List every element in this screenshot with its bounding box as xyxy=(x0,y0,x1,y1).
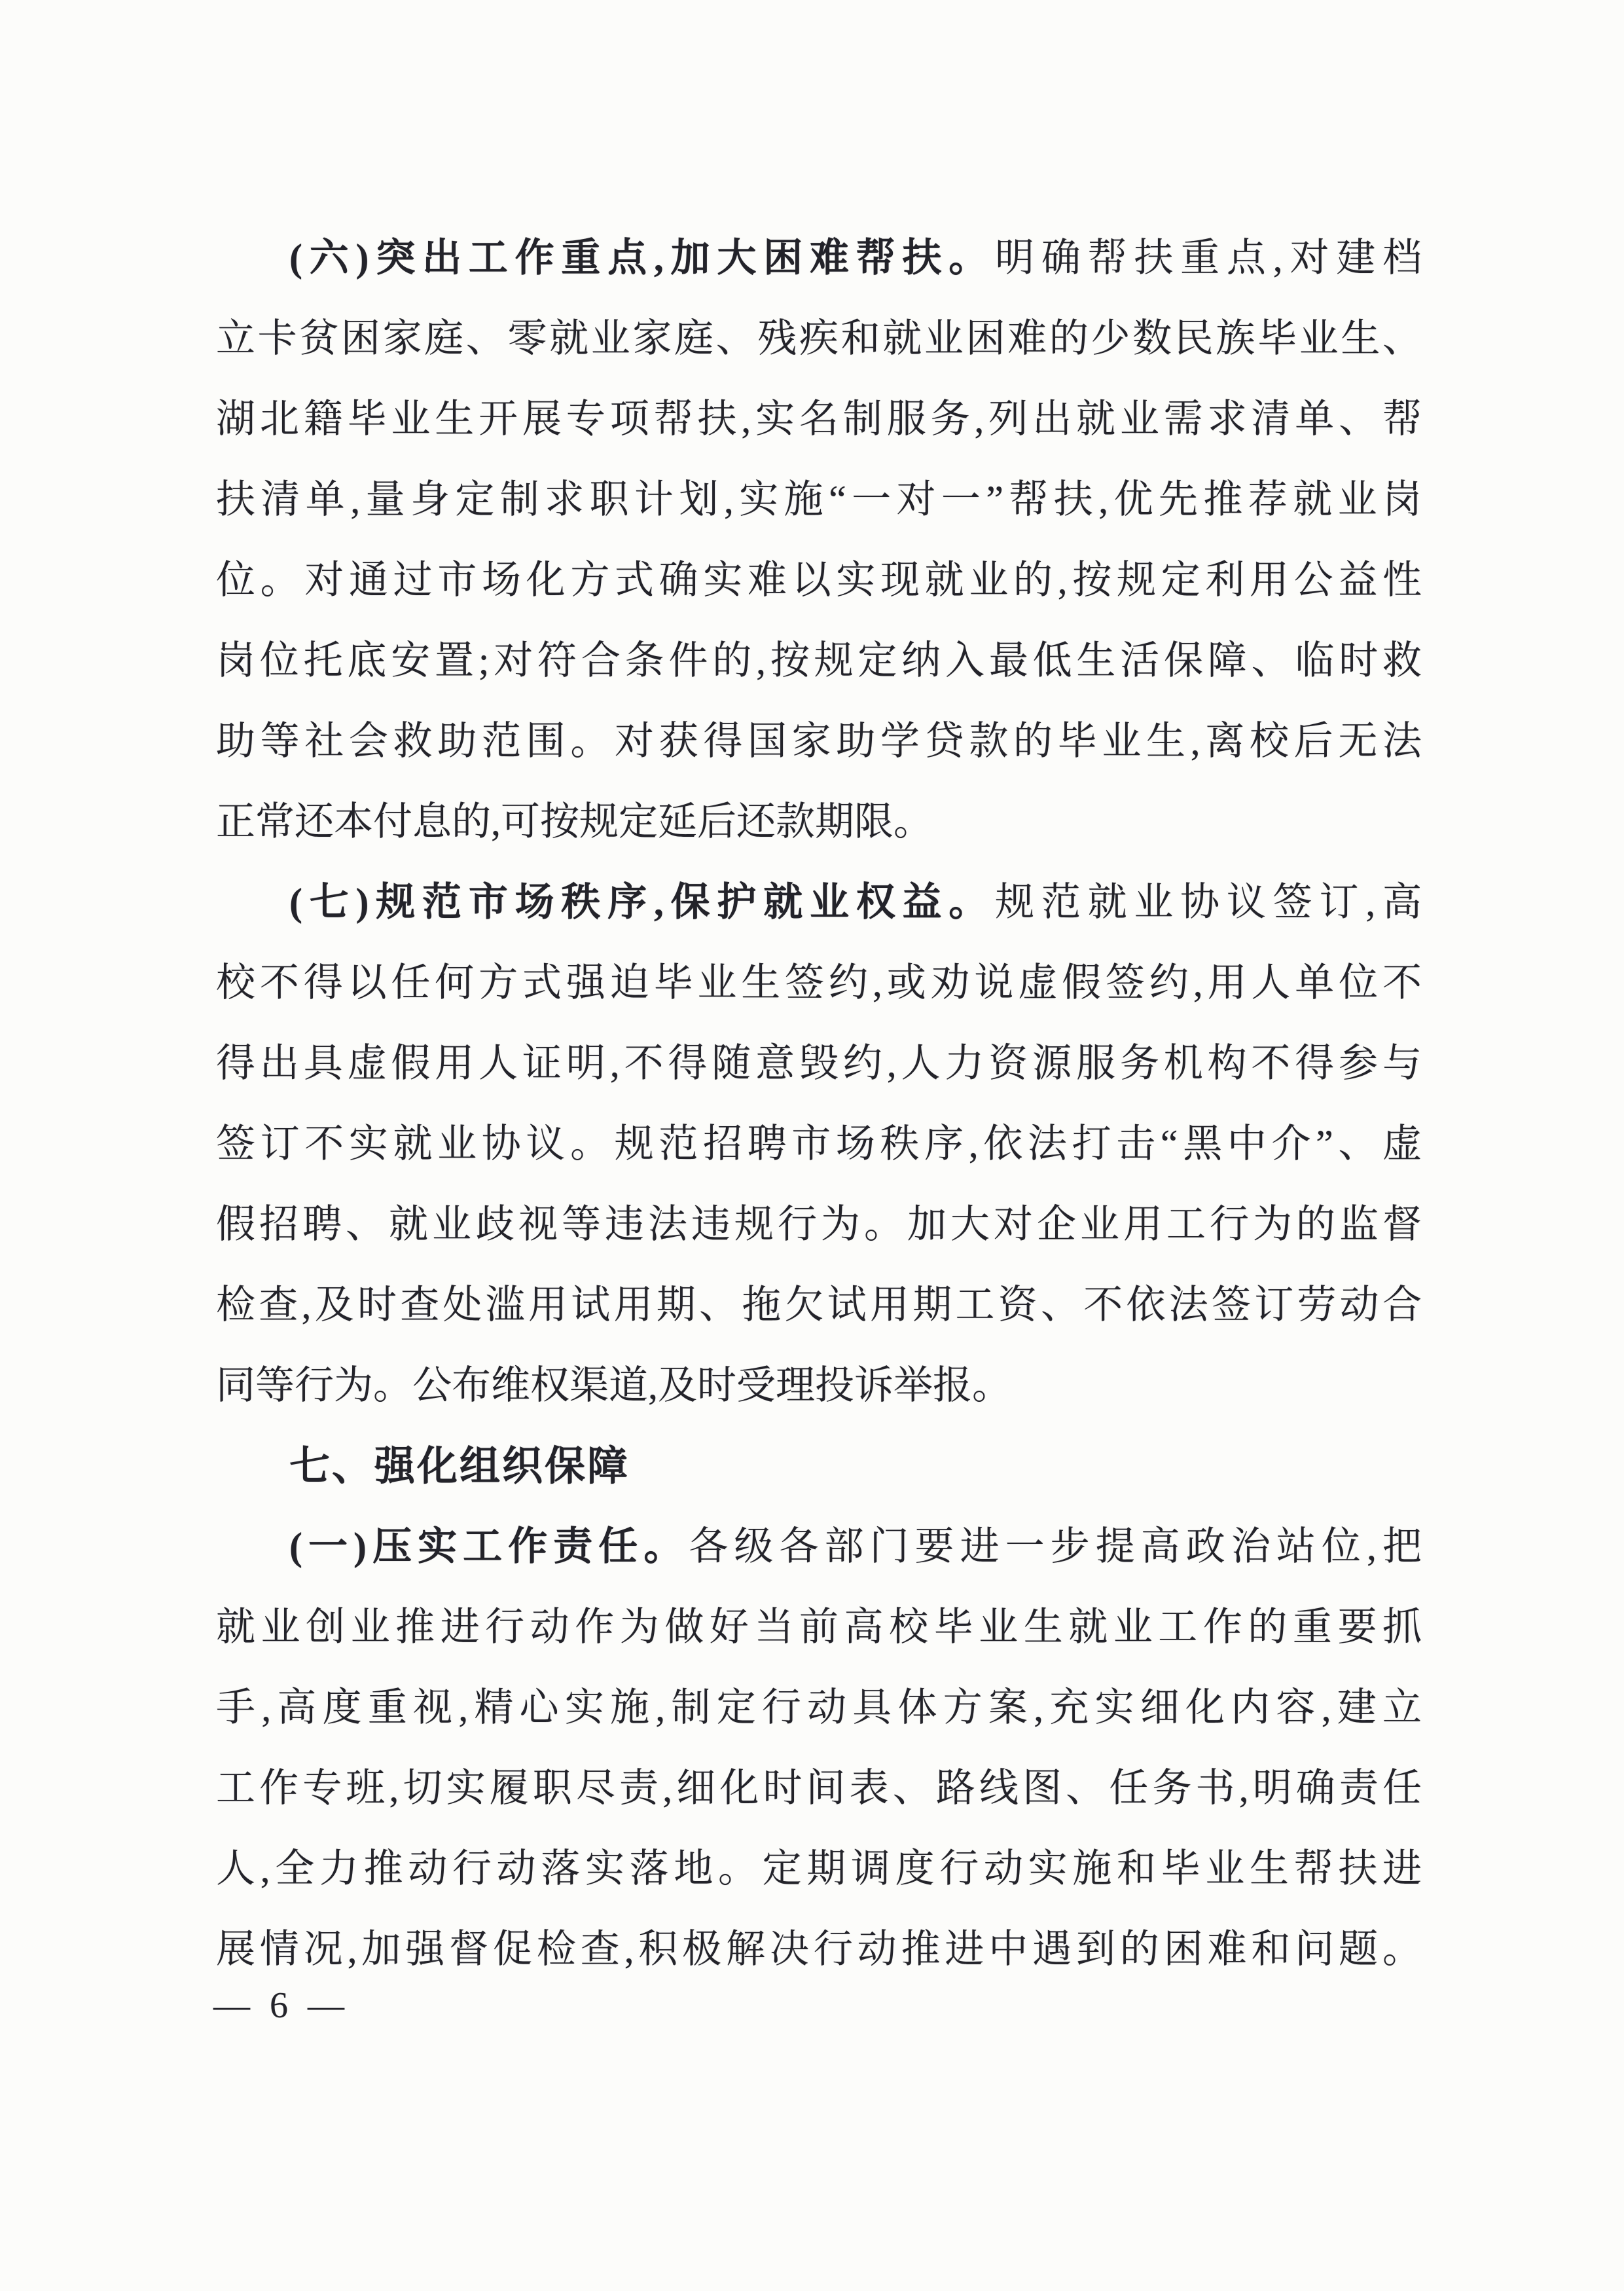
text-line xyxy=(216,1909,1422,1990)
text-line xyxy=(216,1023,1422,1104)
line-text: 手,高度重视,精心实施,制定行动具体方案,充实细化内容,建立 xyxy=(216,1686,1422,1729)
text-line xyxy=(216,460,1422,540)
line-text: 扶清单,量身定制求职计划,实施“一对一”帮扶,优先推荐就业岗 xyxy=(216,478,1422,521)
text-line xyxy=(216,1346,1422,1426)
text-line xyxy=(216,782,1422,862)
text-line xyxy=(216,379,1422,460)
line-text: 立卡贫困家庭、零就业家庭、残疾和就业困难的少数民族毕业生、 xyxy=(216,317,1422,360)
text-line xyxy=(216,299,1422,379)
line-text: 工作专班,切实履职尽责,细化时间表、路线图、任务书,明确责任 xyxy=(216,1767,1422,1810)
text-line xyxy=(216,943,1422,1023)
page-number: — 6 — xyxy=(213,1985,350,2026)
bold-lead-text: (七)规范市场秩序,保护就业权益。 xyxy=(289,881,996,924)
line-text: 位。对通过市场化方式确实难以实现就业的,按规定利用公益性 xyxy=(216,559,1422,602)
line-text: 人,全力推动行动落实落地。定期调度行动实施和毕业生帮扶进 xyxy=(216,1847,1422,1890)
bold-lead-text: (一)压实工作责任。 xyxy=(289,1525,689,1568)
line-text: 明确帮扶重点,对建档 xyxy=(995,236,1422,280)
line-text: 岗位托底安置;对符合条件的,按规定纳入最低生活保障、临时救 xyxy=(216,639,1422,682)
line-text: 签订不实就业协议。规范招聘市场秩序,依法打击“黑中介”、虚 xyxy=(216,1122,1422,1165)
text-line xyxy=(216,1507,1422,1587)
text-line xyxy=(216,1748,1422,1829)
bold-lead-text: (六)突出工作重点,加大困难帮扶。 xyxy=(289,236,996,280)
line-text: 规范就业协议签订,高 xyxy=(995,881,1422,924)
line-text: 校不得以任何方式强迫毕业生签约,或劝说虚假签约,用人单位不 xyxy=(216,961,1422,1004)
text-line xyxy=(216,218,1422,299)
text-line xyxy=(216,701,1422,782)
text-line xyxy=(216,1668,1422,1748)
line-text: 得出具虚假用人证明,不得随意毁约,人力资源服务机构不得参与 xyxy=(216,1042,1422,1085)
line-text: 同等行为。公布维权渠道,及时受理投诉举报。 xyxy=(216,1364,1011,1407)
line-text: 湖北籍毕业生开展专项帮扶,实名制服务,列出就业需求清单、帮 xyxy=(216,397,1422,441)
text-line xyxy=(216,1587,1422,1668)
text-line xyxy=(216,540,1422,621)
text-line xyxy=(216,1829,1422,1909)
line-text: 展情况,加强督促检查,积极解决行动推进中遇到的困难和问题。 xyxy=(216,1928,1422,1971)
line-text: 就业创业推进行动作为做好当前高校毕业生就业工作的重要抓 xyxy=(216,1605,1422,1649)
section-heading xyxy=(216,1426,1422,1507)
line-text: 各级各部门要进一步提高政治站位,把 xyxy=(689,1525,1422,1568)
text-line xyxy=(216,862,1422,943)
line-text: 正常还本付息的,可按规定延后还款期限。 xyxy=(216,800,933,843)
text-line xyxy=(216,1265,1422,1346)
line-text: 检查,及时查处滥用试用期、拖欠试用期工资、不依法签订劳动合 xyxy=(216,1283,1422,1327)
bold-lead-text: 七、强化组织保障 xyxy=(289,1444,630,1489)
text-line xyxy=(216,621,1422,701)
line-text: 假招聘、就业歧视等违法违规行为。加大对企业用工行为的监督 xyxy=(216,1203,1422,1246)
text-line xyxy=(216,1104,1422,1184)
document-body xyxy=(216,218,1422,1990)
text-line xyxy=(216,1184,1422,1265)
line-text: 助等社会救助范围。对获得国家助学贷款的毕业生,离校后无法 xyxy=(216,720,1422,763)
